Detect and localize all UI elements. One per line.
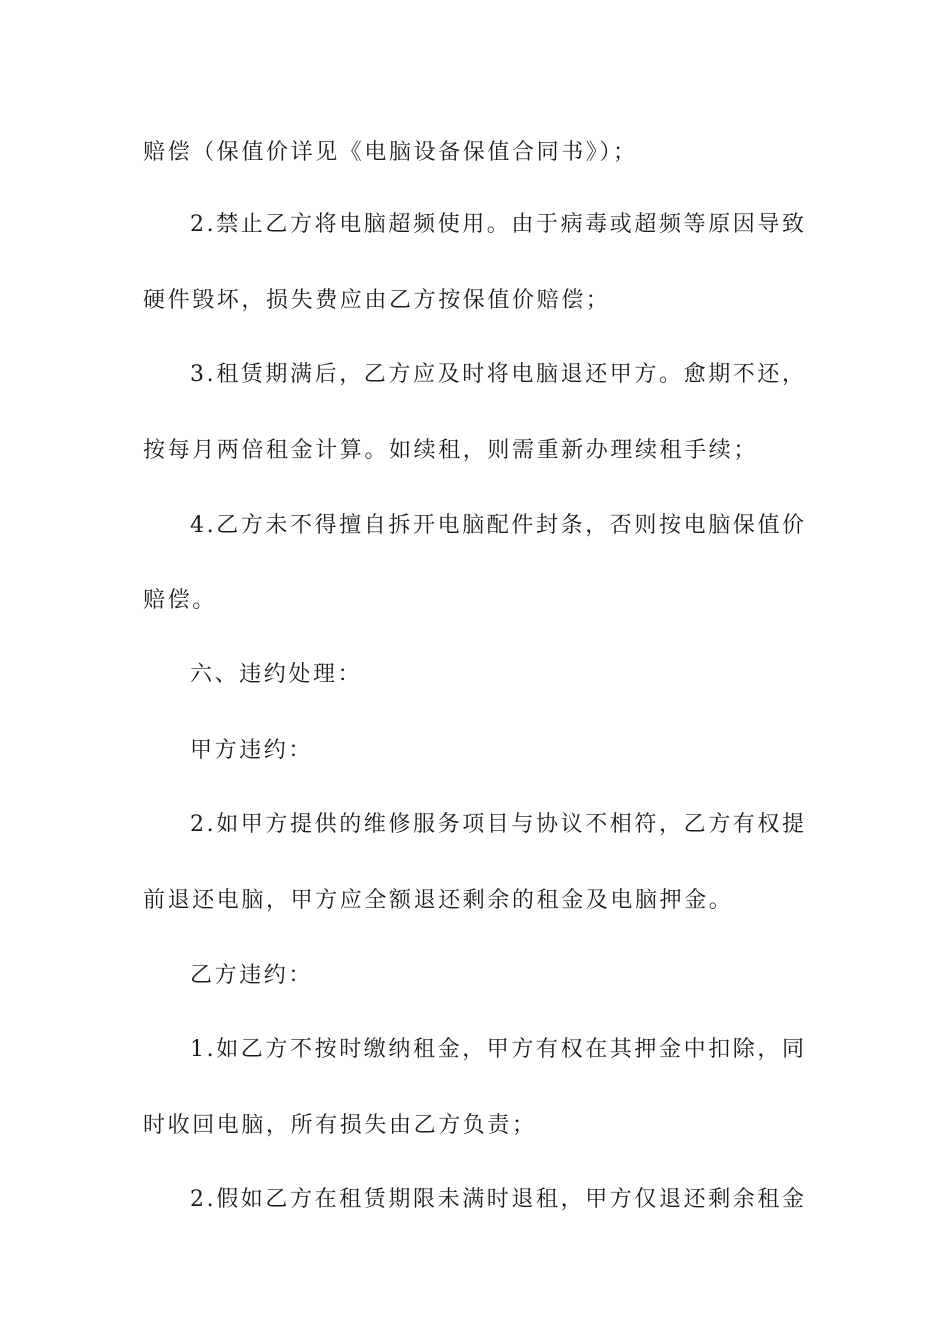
text-line: 3.租赁期满后，乙方应及时将电脑退还甲方。愈期不还， [190,362,807,387]
text-line: 前退还电脑，甲方应全额退还剩余的租金及电脑押金。 [143,888,734,913]
text-line: 赔偿。 [143,588,217,613]
subsection-heading: 甲方违约： [190,738,314,763]
section-heading: 六、违约处理： [190,662,363,687]
text-line: 按每月两倍租金计算。如续租，则需重新办理续租手续； [143,438,759,463]
text-line: 硬件毁坏，损失费应由乙方按保值价赔偿； [143,288,611,313]
text-line: 4.乙方未不得擅自拆开电脑配件封条，否则按电脑保值价 [190,513,807,538]
text-line: 2.假如乙方在租赁期限未满时退租，甲方仅退还剩余租金 [190,1187,807,1212]
text-line: 1.如乙方不按时缴纳租金，甲方有权在其押金中扣除，同 [190,1037,807,1062]
text-line: 2.如甲方提供的维修服务项目与协议不相符，乙方有权提 [190,812,807,837]
text-line: 赔偿（保值价详见《电脑设备保值合同书》）； [143,140,638,165]
text-line: 时收回电脑，所有损失由乙方负责； [143,1113,537,1138]
text-line: 2.禁止乙方将电脑超频使用。由于病毒或超频等原因导致 [190,212,807,237]
subsection-heading: 乙方违约： [190,963,314,988]
